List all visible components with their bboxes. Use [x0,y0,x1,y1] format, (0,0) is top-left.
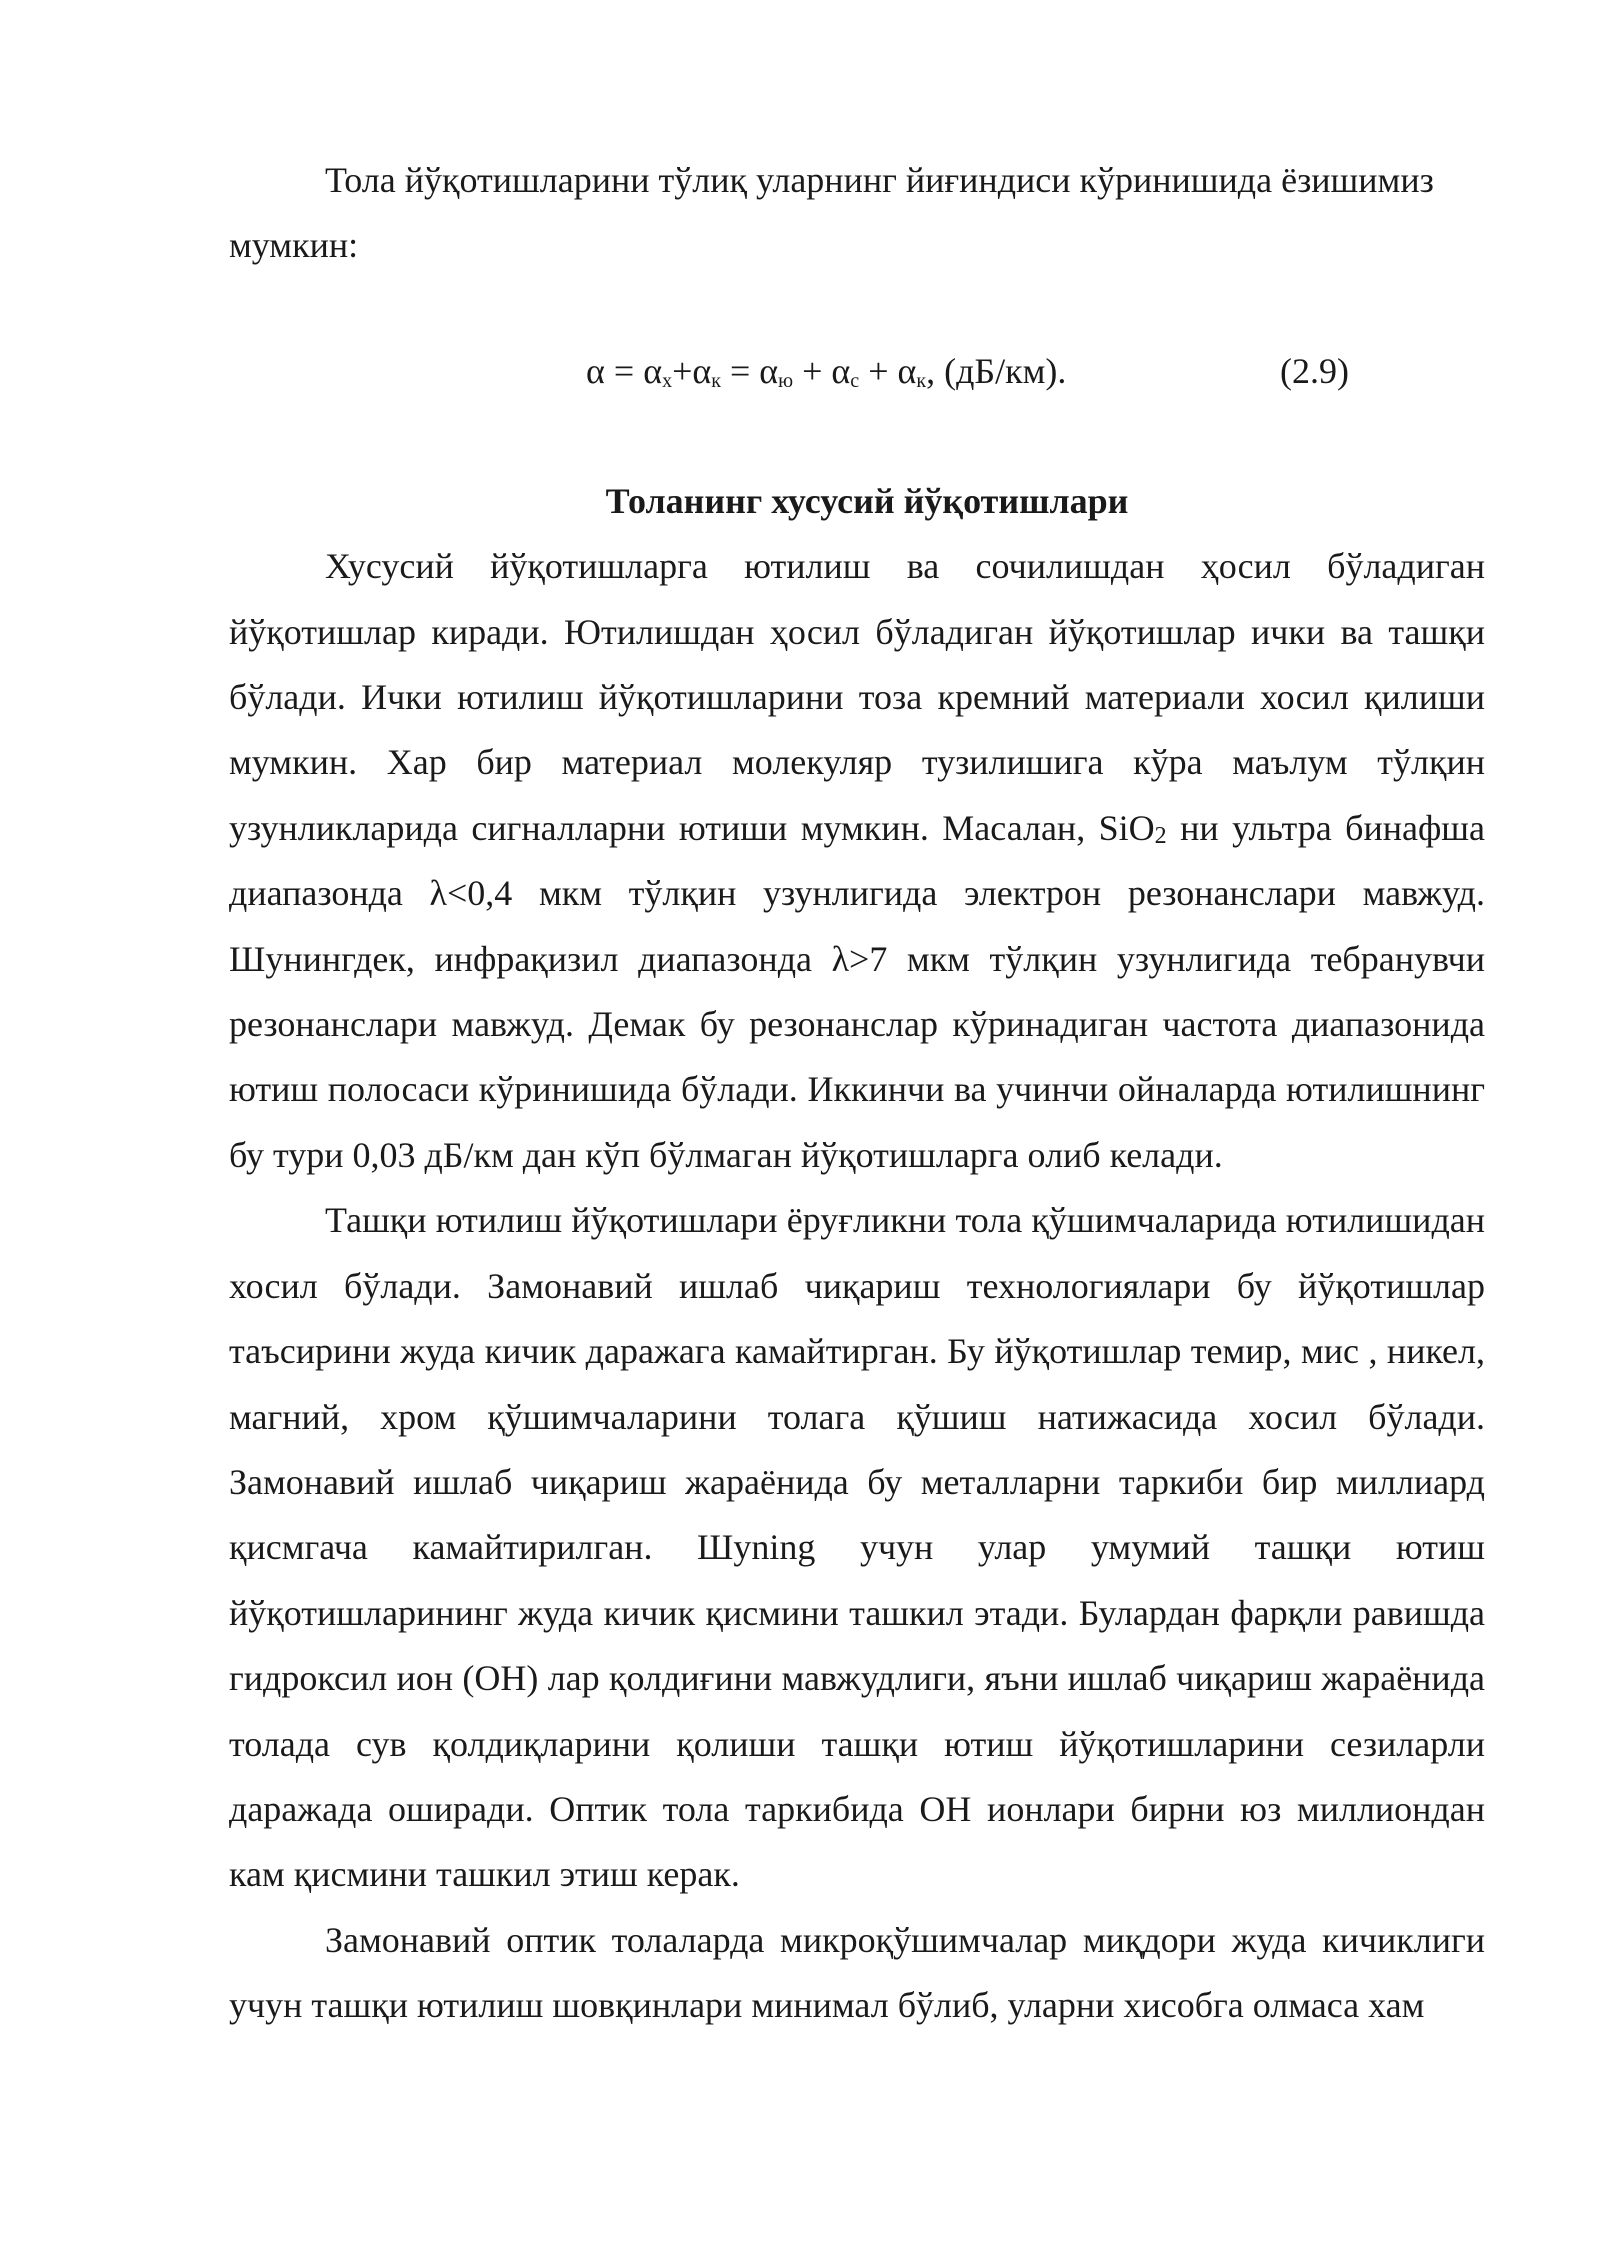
paragraph-intrinsic-losses: Хусусий йўқотишларга ютилиш ва сочилишдан ҳосил бўладиган йўқотишлар киради. Ютилишдан ҳосил бўладиган йўқотишлар ички ва ташқи бўлади. Ички ютилиш йўқотишларини тоза кремний материали хосил қилиши мумкин. Хар бир материал молекуляр тузилишига кўра маълум тўлқин узунликларида сигналларни ютиши мумкин. Масалан, SiO$_2$ ни ультра бинафша диапазонда λ<0,4 мкм тўлқин узунлигида электрон резонанслари мавжуд. Шунингдек, инфрақизил диапазонда λ>7 мкм тўлқин узунлигида тебранувчи резонанслари мавжуд. Демак бу резонанслар кўринадиган частота диапазонида ютиш полосаси кўринишида бўлади. Иккинчи ва учинчи ойналарда ютилишнинг бу тури 0,03 дБ/км дан кўп бўлмаган йўқотишларга олиб келади. [229,546,1485,1175]
paragraph-modern-fibers: Замонавий оптик толаларда микроқўшимчалар миқдори жуда кичиклиги учун ташқи ютилиш шовқинлари минимал бўлиб, уларни хисобга олмаса хам [229,1919,1485,2026]
document-page [229,148,1485,2039]
paragraph-external-absorption: Ташқи ютилиш йўқотишлари ёруғликни тола қўшимчаларида ютилишидан хосил бўлади. Замонавий ишлаб чиқариш технологиялари бу йўқотишлар таъсирини жуда кичик даражага камайтирган. Бу йўқотишлар темир, мис , никел, магний, хром қўшимчаларини толага қўшиш натижасида хосил бўлади. Замонавий ишлаб чиқариш жараёнида бу металларни таркиби бир миллиард қисмгача камайтирилган. Шуning учун улар умумий ташқи ютиш йўқотишларининг жуда кичик қисмини ташкил этади. Булардан фарқли равишда гидроксил ион (ОН) лар қолдиғини мавжудлиги, яъни ишлаб чиқариш жараёнида толада сув қолдиқларини қолиши ташқи ютиш йўқотишларини сезиларли даражада оширади. Оптик тола таркибида ОН ионлари бирни юз миллиондан кам қисмини ташкил этиш керак. [229,1200,1485,1895]
section-heading: Толанинг хусусий йўқотишлари [605,480,1129,521]
equation: $\alpha = \alpha_х+\alpha_к = \alpha_ю + \alpha_с + \alpha_к$, (дБ/км). [586,350,1067,392]
equation-row [229,341,1485,401]
equation-number: (2.9) [1280,350,1349,391]
intro-paragraph: Тола йўқотишларини тўлиқ уларнинг йиғиндиси кўринишида ёзишимиз мумкин: [229,160,1434,266]
